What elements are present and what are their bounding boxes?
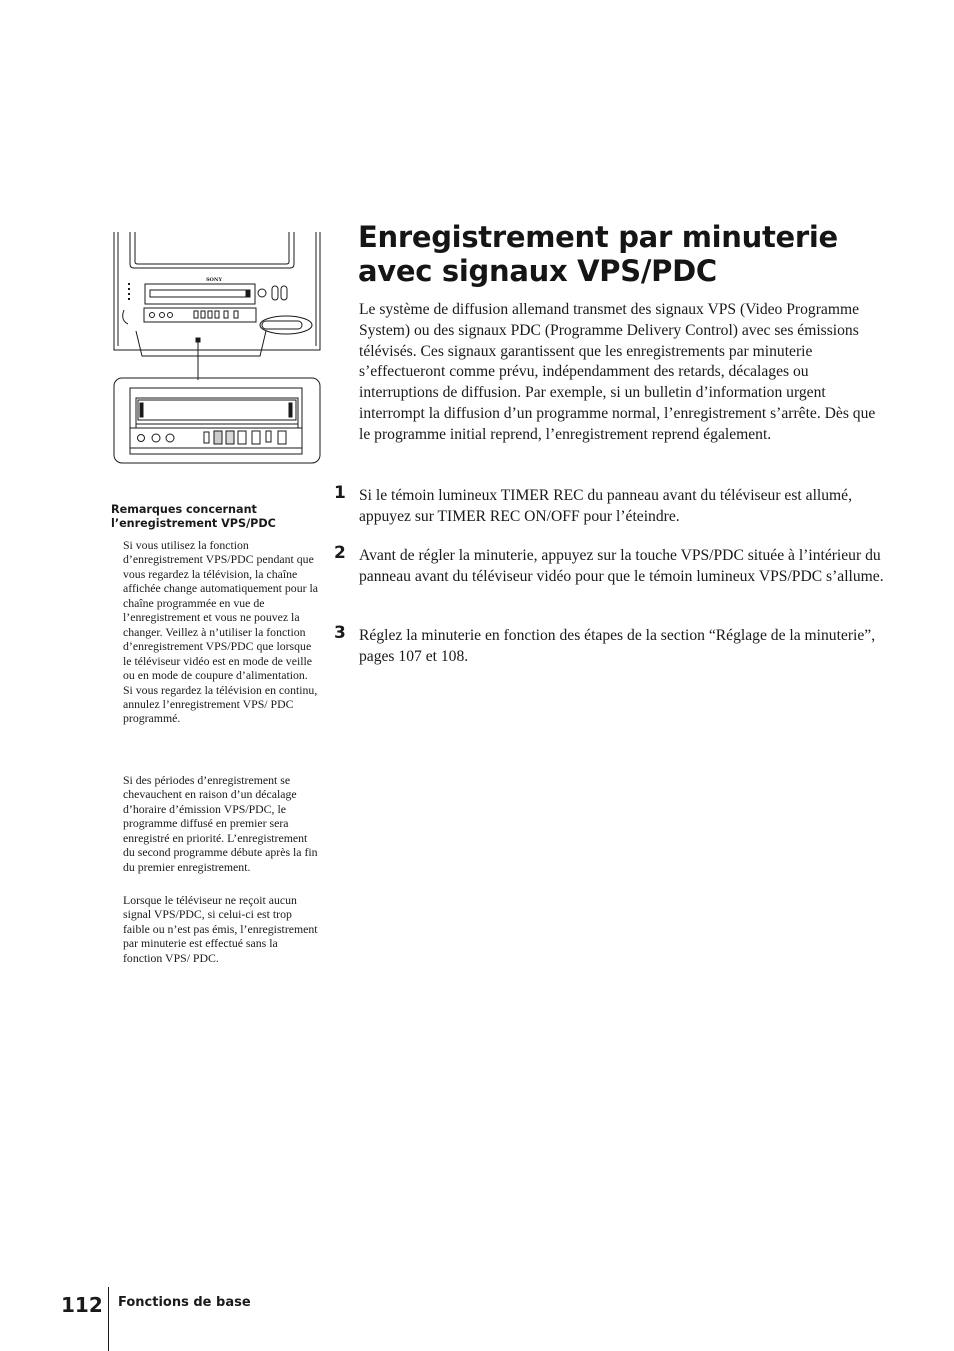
footer-divider — [108, 1287, 109, 1351]
step-number: 1 — [334, 483, 346, 503]
step-number: 3 — [334, 623, 346, 643]
notes-heading: Remarques concernant l’enregistrement VPS/PDC — [111, 503, 276, 530]
step-number: 2 — [334, 543, 346, 563]
note-item: Si des périodes d’enregistrement se chevauchent en raison d’un décalage d’horaire d’émission VPS/PDC, le programme diffusé en premier sera enregistré en priorité. L’enregistrement du second programme débute après la fin du premier enregistrement. — [123, 773, 318, 874]
note-item: Si vous utilisez la fonction d’enregistrement VPS/PDC pendant que vous regardez la télévision, la chaîne affichée change automatiquement pour la chaîne programmée en vue de l’enregistrement et vous ne pouvez la changer. Veillez à n’utiliser la fonction d’enregistrement VPS/PDC que lorsque le téléviseur vidéo est en mode de veille ou en mode de coupure d’alimentation. Si vous regardez la télévision en continu, annulez l’enregistrement VPS/ PDC programmé. — [123, 538, 318, 726]
step-text: Si le témoin lumineux TIMER REC du panneau avant du téléviseur est allumé, appuyez sur TIMER REC ON/OFF pour l’éteindre. — [359, 487, 852, 525]
intro-paragraph: Le système de diffusion allemand transmet des signaux VPS (Video Programme System) ou des signaux PDC (Programme Delivery Control) avec ses émissions télévisés. Ces signaux garantissent que les enregistrements par minuterie s’effectueront comme prévu, indépendamment des retards, décalages ou interruptions de diffusion. Par exemple, si un bulletin d’information urgent interrompt la diffusion d’un programme normal, l’enregistrement s’arrête. Dès que le programme initial reprend, l’enregistrement reprend également. — [359, 301, 876, 443]
note-item: Lorsque le téléviseur ne reçoit aucun signal VPS/PDC, si celui-ci est trop faible ou n’est pas émis, l’enregistrement par minuterie est effectué sans la fonction VPS/ PDC. — [123, 893, 318, 965]
page-title: Enregistrement par minuterie avec signaux VPS/PDC — [358, 220, 838, 288]
tv-vcr-front-panel-illustration — [110, 228, 324, 468]
brand-logo: SONY — [205, 277, 223, 283]
step-text: Réglez la minuterie en fonction des étapes de la section “Réglage de la minuterie”, pages 107 et 108. — [359, 627, 876, 665]
step-text: Avant de régler la minuterie, appuyez sur la touche VPS/PDC située à l’intérieur du panneau avant du téléviseur vidéo pour que le témoin lumineux VPS/PDC s’allume. — [359, 547, 884, 585]
section-name: Fonctions de base — [118, 1295, 251, 1310]
page-number: 112 — [61, 1293, 103, 1317]
